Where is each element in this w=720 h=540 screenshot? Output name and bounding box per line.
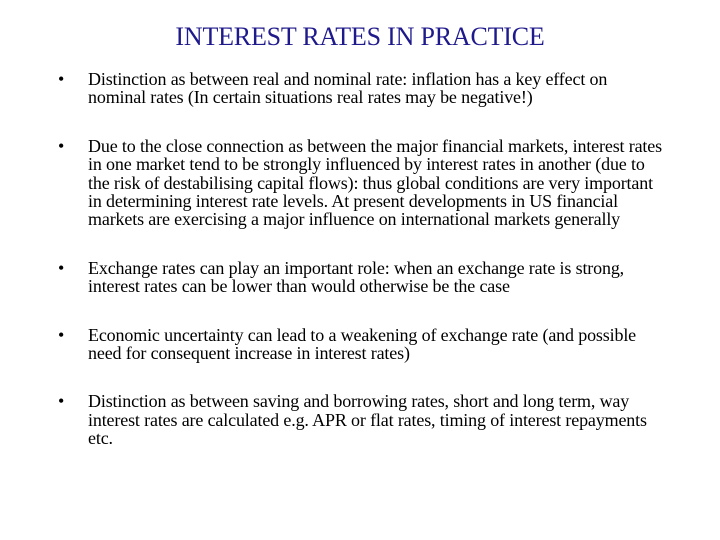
bullet-list: [56, 70, 668, 448]
bullet-item: [56, 259, 668, 296]
bullet-item: [56, 137, 668, 229]
bullet-item: [56, 326, 668, 363]
slide-title: INTEREST RATES IN PRACTICE: [175, 22, 545, 51]
bullet-icon: •: [58, 391, 65, 412]
bullet-text: Distinction as between saving and borrowing rates, short and long term, way interest rates are calculated e.g. APR or flat rates, timing of interest repayments etc.: [88, 391, 647, 449]
bullet-item: [56, 70, 668, 107]
bullet-text: Exchange rates can play an important role: when an exchange rate is strong, interest rates can be lower than would otherwise be the case: [88, 257, 625, 297]
bullet-icon: •: [58, 69, 65, 89]
bullet-icon: •: [58, 135, 65, 156]
bullet-text: Distinction as between real and nominal rate: inflation has a key effect on nominal rates (In certain situations real rates may be negative!): [88, 69, 608, 108]
bullet-text: Economic uncertainty can lead to a weakening of exchange rate (and possible need for consequent increase in interest rates): [88, 324, 637, 364]
bullet-icon: •: [58, 257, 65, 278]
bullet-icon: •: [58, 324, 65, 345]
bullet-item: [56, 392, 668, 447]
bullet-text: Due to the close connection as between the major financial markets, interest rates in one market tend to be strongly influenced by interest rates in another (due to the risk of destabilising capital flows): thus global conditions are very important in determining interest rate levels. At present developments in US financial markets are exercising a major influence on international markets generally: [88, 135, 662, 230]
